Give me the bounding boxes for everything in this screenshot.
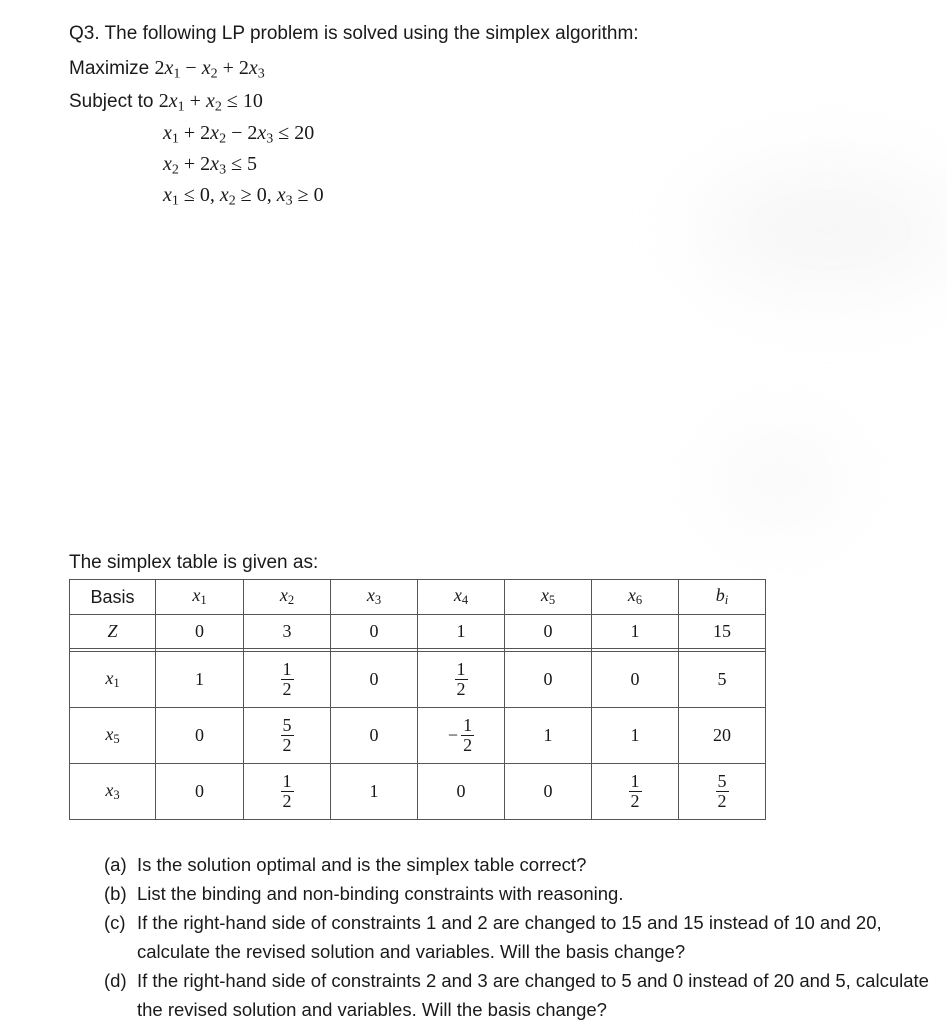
cell-z-x2: 3	[244, 615, 331, 649]
cell-x5: 0	[505, 764, 592, 820]
header-x5: $x_5$	[505, 580, 592, 615]
sign-constraints: $x_1 \le 0$, $x_2 \ge 0$, $x_3 \ge 0$	[163, 184, 324, 209]
cell-x3: 1	[331, 764, 418, 820]
header-rhs: $b_i$	[679, 580, 766, 615]
table-row	[70, 764, 766, 820]
question-parts	[104, 850, 944, 1024]
header-x1: $x_1$	[156, 580, 244, 615]
header-x2: $x_2$	[244, 580, 331, 615]
cell-z-x1: 0	[156, 615, 244, 649]
minus-sign: −	[447, 725, 459, 745]
list-item: (c) If the right-hand side of constraints 1 and 2 are changed to 15 and 15 instead of 10 and 20, calculate the revised solution and variables. Will the basis change?	[104, 912, 882, 962]
cell-x5: 0	[505, 652, 592, 708]
cell-x2: $\frac{1}{2}$	[244, 764, 331, 820]
simplex-table	[69, 579, 766, 820]
cell-rhs: $\frac{5}{2}$	[679, 764, 766, 820]
cell-x4: 0	[418, 764, 505, 820]
question-title: Q3. The following LP problem is solved using the simplex algorithm:	[69, 23, 639, 44]
cell-x5: 1	[505, 708, 592, 764]
cell-rhs: 20	[679, 708, 766, 764]
cell-basis-z: Z	[70, 615, 156, 649]
background-smudge	[720, 440, 840, 520]
objective-function: Maximize $2x_1 - x_2 + 2x_3$	[69, 57, 265, 82]
cell-x1: 0	[156, 764, 244, 820]
cell-basis: $x_1$	[70, 652, 156, 708]
header-x4: $x_4$	[418, 580, 505, 615]
cell-basis: $x_3$	[70, 764, 156, 820]
constraints-label: Subject to	[69, 91, 154, 112]
cell-basis: $x_5$	[70, 708, 156, 764]
list-item: (b) List the binding and non-binding constraints with reasoning.	[104, 883, 624, 904]
background-smudge	[700, 170, 947, 290]
cell-x4: $\frac{1}{2}$	[418, 652, 505, 708]
list-item: (a) Is the solution optimal and is the simplex table correct?	[104, 854, 587, 875]
cell-x3: 0	[331, 708, 418, 764]
cell-x2: $\frac{1}{2}$	[244, 652, 331, 708]
cell-z-x5: 0	[505, 615, 592, 649]
cell-z-x4: 1	[418, 615, 505, 649]
simplex-intro: The simplex table is given as:	[69, 552, 319, 573]
constraint-3: $x_2 + 2x_3 \le 5$	[163, 153, 258, 178]
table-row-z	[70, 615, 766, 649]
header-x3: $x_3$	[331, 580, 418, 615]
cell-x6: 1	[592, 708, 679, 764]
header-basis: Basis	[70, 580, 156, 615]
cell-x4: − $\frac{1}{2}$	[418, 708, 505, 764]
cell-x1: 1	[156, 652, 244, 708]
cell-x1: 0	[156, 708, 244, 764]
constraint-1: Subject to $2x_1 + x_2 \le 10$	[69, 90, 263, 115]
list-item: (d) If the right-hand side of constraints 2 and 3 are changed to 5 and 0 instead of 20 and 5, calculate the revised solution and variables. Will the basis change?	[104, 970, 929, 1020]
table-header-row	[70, 580, 766, 615]
cell-x2: $\frac{5}{2}$	[244, 708, 331, 764]
cell-x6: $\frac{1}{2}$	[592, 764, 679, 820]
table-row	[70, 708, 766, 764]
objective-label: Maximize	[69, 58, 150, 79]
cell-z-x6: 1	[592, 615, 679, 649]
cell-x6: 0	[592, 652, 679, 708]
cell-rhs: 5	[679, 652, 766, 708]
cell-x3: 0	[331, 652, 418, 708]
cell-z-x3: 0	[331, 615, 418, 649]
cell-z-rhs: 15	[679, 615, 766, 649]
table-row	[70, 652, 766, 708]
header-x6: $x_6$	[592, 580, 679, 615]
constraint-2: $x_1 + 2x_2 - 2x_3 \le 20$	[163, 122, 315, 147]
